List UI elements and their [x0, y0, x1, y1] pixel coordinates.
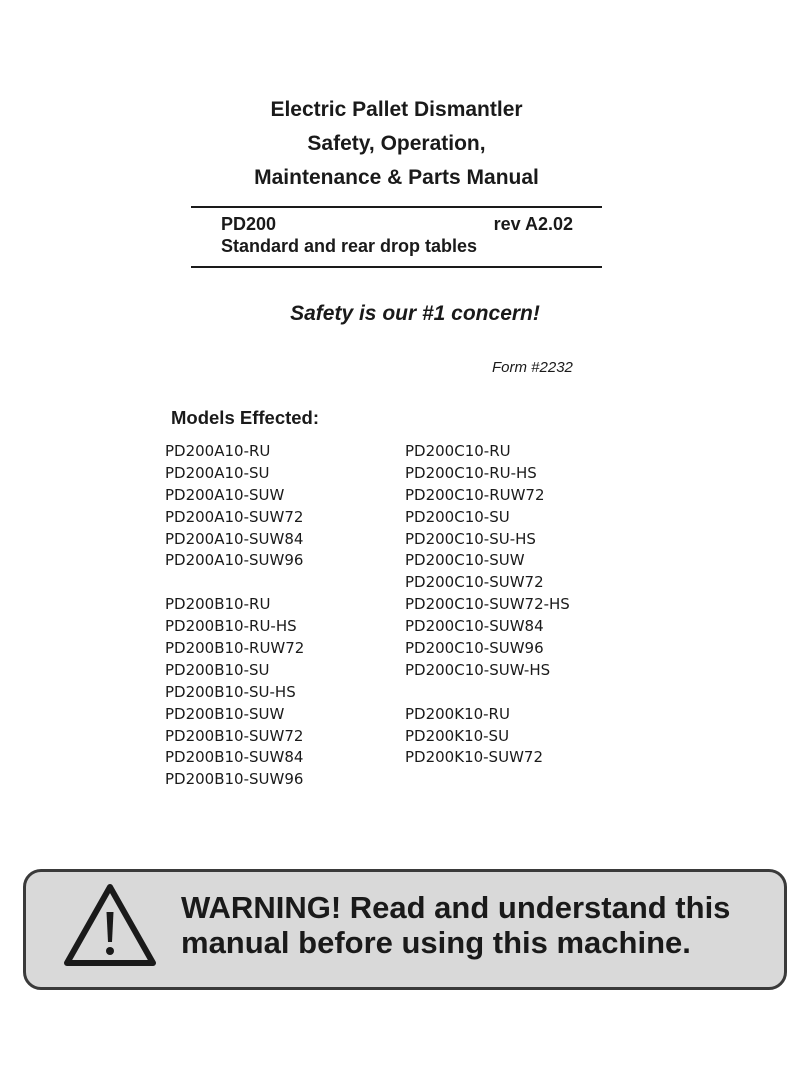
- model-list-item: PD200B10-SUW84: [165, 748, 304, 767]
- model-list-item: PD200B10-SU-HS: [165, 682, 296, 701]
- model-list-item: PD200C10-RUW72: [405, 485, 545, 504]
- model-list-item: PD200C10-RU-HS: [405, 463, 537, 482]
- model-list-item: PD200B10-SUW: [165, 704, 285, 723]
- list-spacer: [165, 572, 304, 594]
- model-list-item: PD200B10-SU: [165, 660, 270, 679]
- model-list-item: PD200K10-SU: [405, 726, 510, 745]
- model-list-item: PD200C10-SU: [405, 507, 510, 526]
- model-list-item: PD200C10-SUW84: [405, 617, 544, 636]
- model-list-item: PD200K10-RU: [405, 704, 510, 723]
- title-line-3: Maintenance & Parts Manual: [254, 166, 539, 189]
- models-list-left: [165, 441, 304, 791]
- model-list-item: PD200C10-SUW72: [405, 573, 544, 592]
- model-list-item: PD200C10-SUW: [405, 551, 525, 570]
- list-spacer: [405, 682, 570, 704]
- model-list-item: PD200B10-RU: [165, 595, 271, 614]
- table-types: Standard and rear drop tables: [221, 236, 478, 256]
- title-line-2: Safety, Operation,: [307, 132, 486, 155]
- form-number: Form #2232: [492, 359, 573, 376]
- model-list-item: PD200C10-SU-HS: [405, 529, 536, 548]
- model-list-item: PD200B10-SUW96: [165, 770, 304, 789]
- revision-number: rev A2.02: [493, 214, 573, 234]
- model-list-item: PD200B10-RU-HS: [165, 617, 297, 636]
- model-list-item: PD200C10-RU: [405, 442, 511, 460]
- model-list-item: PD200A10-SUW: [165, 485, 285, 504]
- model-list-item: PD200B10-RUW72: [165, 639, 305, 658]
- warning-line-1: WARNING! Read and understand this: [181, 890, 731, 925]
- model-list-item: PD200A10-SUW72: [165, 507, 304, 526]
- model-list-item: PD200B10-SUW72: [165, 726, 304, 745]
- model-list-item: PD200C10-SUW96: [405, 639, 544, 658]
- warning-message: [181, 890, 730, 960]
- models-heading: Models Effected:: [171, 407, 320, 428]
- model-list-item: PD200C10-SUW-HS: [405, 660, 551, 679]
- model-list-item: PD200K10-SUW72: [405, 748, 543, 767]
- top-divider: [191, 206, 602, 208]
- title-line-1: Electric Pallet Dismantler: [270, 98, 523, 121]
- warning-line-2: manual before using this machine.: [181, 925, 691, 960]
- model-list-item: PD200A10-SUW84: [165, 529, 304, 548]
- model-list-item: PD200C10-SUW72-HS: [405, 595, 570, 614]
- model-list-item: PD200A10-RU: [165, 442, 271, 460]
- warning-box: [23, 869, 787, 990]
- safety-tagline: Safety is our #1 concern!: [290, 302, 540, 325]
- model-list-item: PD200A10-SU: [165, 463, 270, 482]
- model-list-item: PD200A10-SUW96: [165, 551, 304, 570]
- document-title: [0, 93, 793, 195]
- bottom-divider: [191, 266, 602, 268]
- model-number: PD200: [221, 214, 277, 234]
- warning-triangle-icon: [62, 882, 158, 968]
- models-list-right: [405, 441, 570, 769]
